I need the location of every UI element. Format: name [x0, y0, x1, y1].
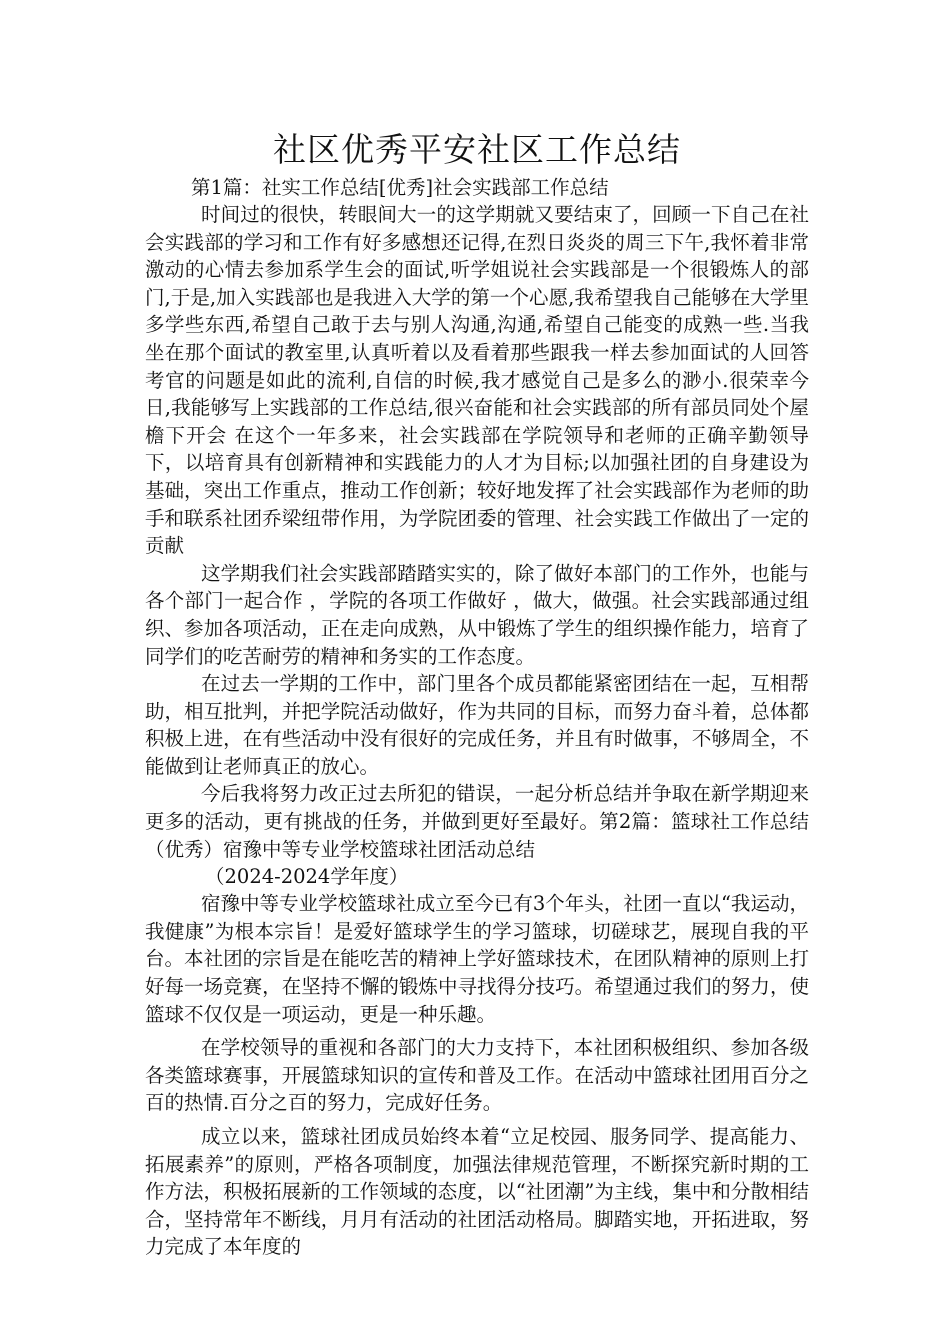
paragraph: 在过去一学期的工作中，部门里各个成员都能紧密团结在一起，互相帮助，相互批判，并把学院活动做好，作为共同的目标，而努力奋斗着，总体都积极上进，在有些活动中没有很好的完成任务，并且有时做事，不够周全，不能做到让老师真正的放心。: [145, 672, 809, 778]
paragraph: 今后我将努力改正过去所犯的错误，一起分析总结并争取在新学期迎来更多的活动，更有挑战的任务，并做到更好至最好。第2篇：篮球社工作总结（优秀）宿豫中等专业学校篮球社团活动总结: [145, 782, 809, 861]
paragraph: 成立以来，篮球社团成员始终本着“立足校园、服务同学、提高能力、拓展素养”的原则，严格各项制度，加强法律规范管理，不断探究新时期的工作方法，积极拓展新的工作领域的态度，以“社团潮”为主线，集中和分散相结合，坚持常年不断线，月月有活动的社团活动格局。脚踏实地，开拓进取，努力完成了本年度的: [145, 1125, 809, 1259]
paragraph: 在学校领导的重视和各部门的大力支持下，本社团积极组织、参加各级各类篮球赛事，开展篮球知识的宣传和普及工作。在活动中篮球社团用百分之百的热情.百分之百的努力，完成好任务。: [145, 1036, 809, 1115]
document-title: 社区优秀平安社区工作总结: [273, 130, 681, 169]
section-heading: 第1篇：社实工作总结[优秀]社会实践部工作总结: [191, 176, 609, 199]
school-year-line: （2024-2024学年度）: [205, 865, 409, 889]
paragraph: 时间过的很快，转眼间大一的这学期就又要结束了，回顾一下自己在社会实践部的学习和工作有好多感想还记得,在烈日炎炎的周三下午,我怀着非常激动的心情去参加系学生会的面试,听学姐说社会实践部是一个很锻炼人的部门,于是,加入实践部也是我进入大学的第一个心愿,我希望我自己能够在大学里多学些东西,希望自己敢于去与别人沟通,沟通,希望自己能变的成熟一些.当我坐在那个面试的教室里,认真听着以及看着那些跟我一样去参加面试的人回答考官的问题是如此的流利,自信的时候,我才感觉自己是多么的渺小.很荣幸今日,我能够写上实践部的工作总结,很兴奋能和社会实践部的所有部员同处个屋檐下开会 在这个一年多来，社会实践部在学院领导和老师的正确辛勤领导下，以培育具有创新精神和实践能力的人才为目标;以加强社团的自身建设为基础，突出工作重点，推动工作创新；较好地发挥了社会实践部作为老师的助手和联系社团乔梁纽带作用，为学院团委的管理、社会实践工作做出了一定的贡献: [145, 203, 809, 558]
paragraph: 这学期我们社会实践部踏踏实实的，除了做好本部门的工作外，也能与各个部门一起合作 ，学院的各项工作做好 ，做大，做强。社会实践部通过组织、参加各项活动，正在走向成熟，从中锻炼了学生的组织操作能力，培育了同学们的吃苦耐劳的精神和务实的工作态度。: [145, 561, 809, 668]
document-page: [145, 128, 809, 1261]
paragraph: 宿豫中等专业学校篮球社成立至今已有3个年头，社团一直以“我运动，我健康”为根本宗旨！是爱好篮球学生的学习篮球，切磋球艺，展现自我的平台。本社团的宗旨是在能吃苦的精神上学好篮球技术，在团队精神的原则上打好每一场竞赛，在坚持不懈的锻炼中寻找得分技巧。希望通过我们的努力，使篮球不仅仅是一项运动，更是一种乐趣。: [145, 892, 809, 1026]
